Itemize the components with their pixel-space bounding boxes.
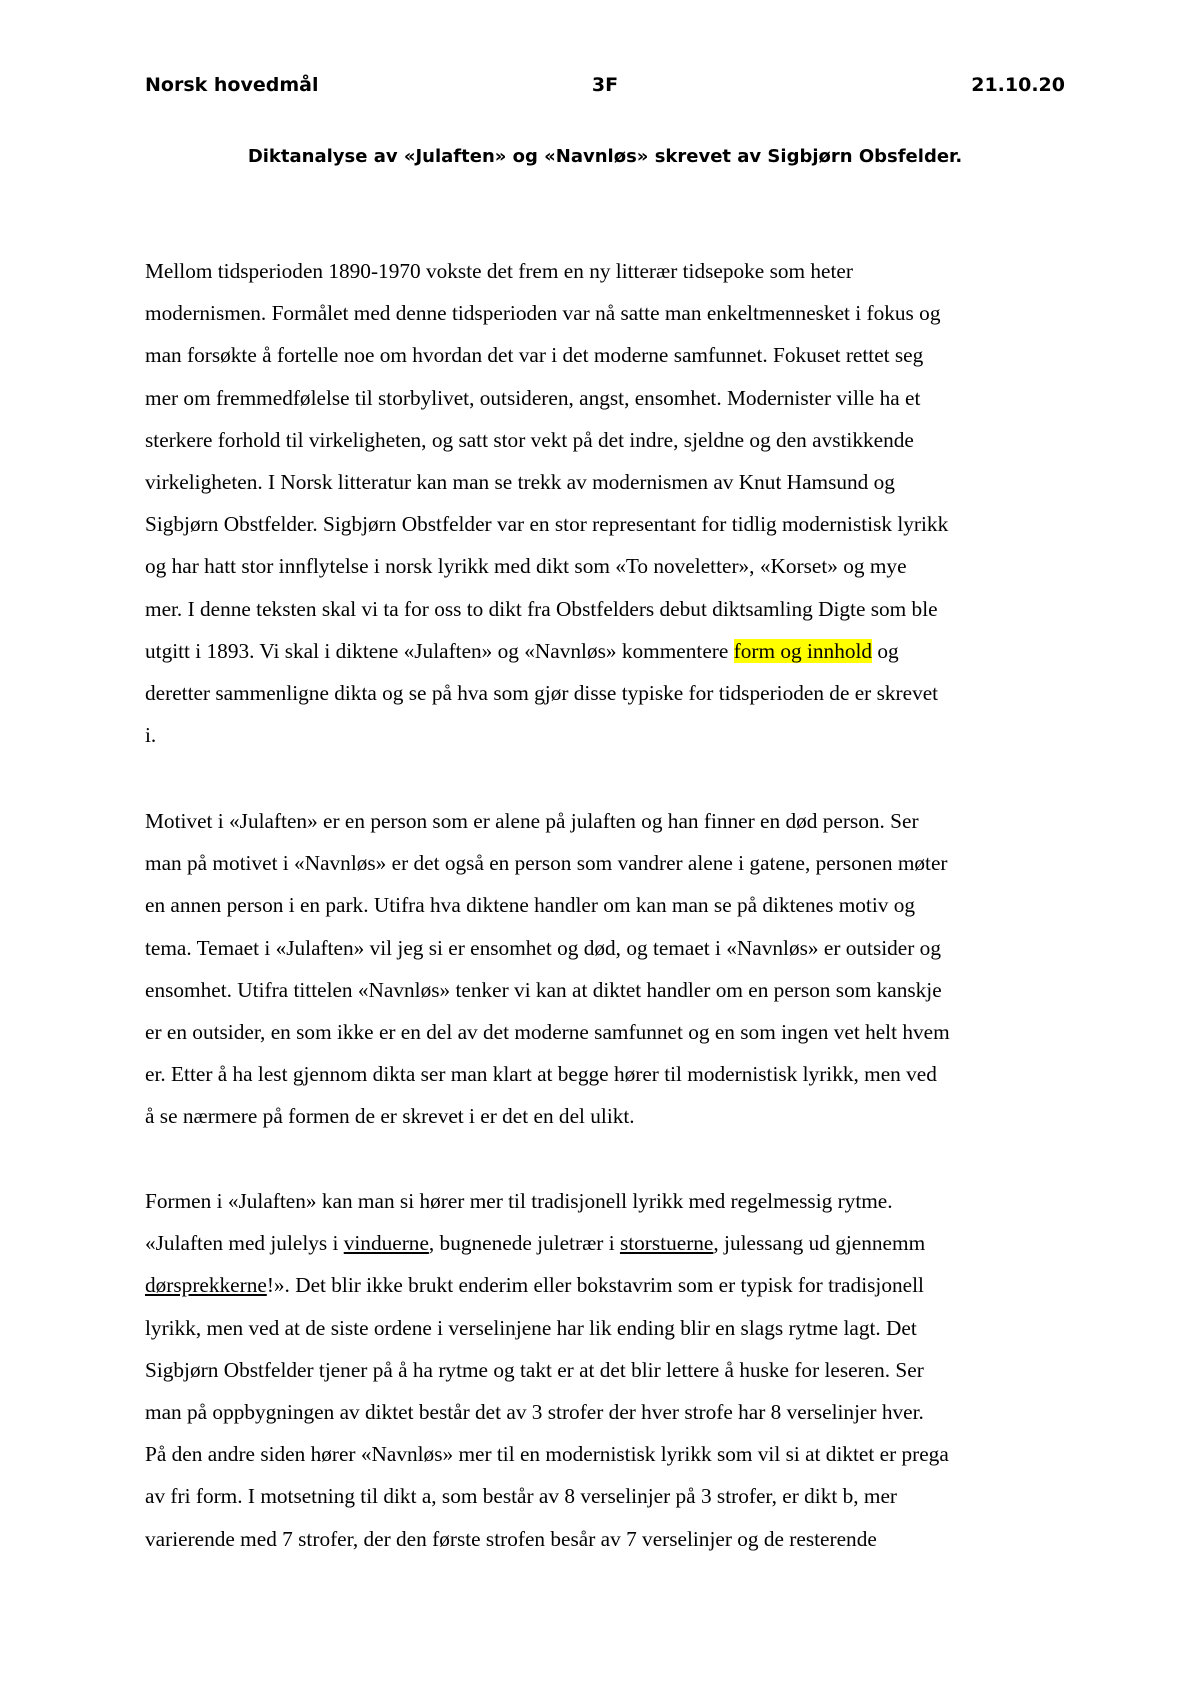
text-line: man på motivet i «Navnløs» er det også en person som vandrer alene i gatene, personen møter: [145, 851, 948, 876]
text-line: Motivet i «Julaften» er en person som er alene på julaften og han finner en død person. Ser: [145, 809, 919, 833]
text-line: Formen i «Julaften» kan man si hører mer til tradisjonell lyrikk med regelmessig rytme.: [145, 1189, 893, 1213]
text-segment: «Julaften med julelys i: [145, 1231, 344, 1256]
paragraph-1: [145, 250, 1070, 756]
page-header: [145, 74, 1065, 104]
paragraph-2: [145, 800, 1070, 1138]
text-line: Mellom tidsperioden 1890-1970 vokste det frem en ny litterær tidsepoke som heter: [145, 259, 853, 283]
text-line: mer om fremmedfølelse til storbylivet, outsideren, angst, ensomhet. Modernister ville ha et: [145, 385, 921, 410]
text-line: man på oppbygningen av diktet består det av 3 strofer der hver strofe har 8 verselinjer hver.: [145, 1400, 924, 1425]
text-line: en annen person i en park. Utifra hva diktene handler om kan man se på diktenes motiv og: [145, 893, 916, 918]
text-line: å se nærmere på formen de er skrevet i er det en del ulikt.: [145, 1104, 635, 1129]
text-line: i.: [145, 723, 157, 748]
text-line: virkeligheten. I Norsk litteratur kan man se trekk av modernismen av Knut Hamsund og: [145, 470, 895, 495]
text-line: deretter sammenligne dikta og se på hva som gjør disse typiske for tidsperioden de er skrevet: [145, 681, 939, 706]
underlined-word: dørsprekkerne: [145, 1273, 267, 1298]
text-line: tema. Temaet i «Julaften» vil jeg si er ensomhet og død, og temaet i «Navnløs» er outsider og: [145, 935, 941, 960]
text-line: [145, 1222, 1070, 1264]
text-line: ensomhet. Utifra tittelen «Navnløs» tenker vi kan at diktet handler om en person som kanskje: [145, 977, 942, 1002]
text-segment: og: [872, 638, 899, 663]
text-line: av fri form. I motsetning til dikt a, som består av 8 verselinjer på 3 strofer, er dikt b, mer: [145, 1484, 898, 1509]
text-line: er en outsider, en som ikke er en del av det moderne samfunnet og en som ingen vet helt hvem: [145, 1020, 950, 1045]
text-line: På den andre siden hører «Navnløs» mer til en modernistisk lyrikk som vil si at diktet er prega: [145, 1442, 949, 1467]
underlined-word: storstuerne: [619, 1231, 714, 1256]
text-segment: !». Det blir ikke brukt enderim eller bokstavrim som er typisk for tradisjonell: [266, 1273, 924, 1298]
header-subject: Norsk hovedmål: [145, 74, 319, 96]
text-line: sterkere forhold til virkeligheten, og satt stor vekt på det indre, sjeldne og den avstikkende: [145, 427, 914, 452]
paragraph-3: [145, 1180, 1070, 1560]
header-date: 21.10.20: [971, 74, 1065, 96]
header-class: 3F: [591, 74, 619, 96]
text-segment: , julessang ud gjennemm: [713, 1231, 926, 1256]
text-line: er. Etter å ha lest gjennom dikta ser man klart at begge hører til modernistisk lyrikk, men ved: [145, 1062, 937, 1087]
text-segment: utgitt i 1893. Vi skal i diktene «Julaften» og «Navnløs» kommentere: [145, 638, 734, 663]
text-line: lyrikk, men ved at de siste ordene i verselinjene har lik ending blir en slags rytme lagt. Det: [145, 1315, 917, 1340]
text-line: mer. I denne teksten skal vi ta for oss to dikt fra Obstfelders debut diktsamling Digte som ble: [145, 596, 938, 621]
text-line: [145, 1264, 1070, 1306]
document-title: Diktanalyse av «Julaften» og «Navnløs» skrevet av Sigbjørn Obsfelder.: [247, 146, 963, 167]
text-line: man forsøkte å fortelle noe om hvordan det var i det moderne samfunnet. Fokuset rettet seg: [145, 343, 924, 368]
text-line: Sigbjørn Obstfelder. Sigbjørn Obstfelder var en stor representant for tidlig modernistisk lyrikk: [145, 512, 949, 537]
text-line: modernismen. Formålet med denne tidsperioden var nå satte man enkeltmennesket i fokus og: [145, 301, 941, 326]
text-segment: , bugnenede juletrær i: [428, 1231, 620, 1256]
text-line: [145, 630, 1070, 672]
underlined-word: vinduerne: [343, 1231, 429, 1256]
text-line: og har hatt stor innflytelse i norsk lyrikk med dikt som «To noveletter», «Korset» og mye: [145, 554, 907, 579]
text-line: Sigbjørn Obstfelder tjener på å ha rytme og takt er at det blir lettere å huske for leseren. Ser: [145, 1357, 924, 1382]
highlighted-text: form og innhold: [733, 638, 873, 663]
text-line: varierende med 7 strofer, der den første strofen besår av 7 verselinjer og de resterende: [145, 1526, 877, 1551]
